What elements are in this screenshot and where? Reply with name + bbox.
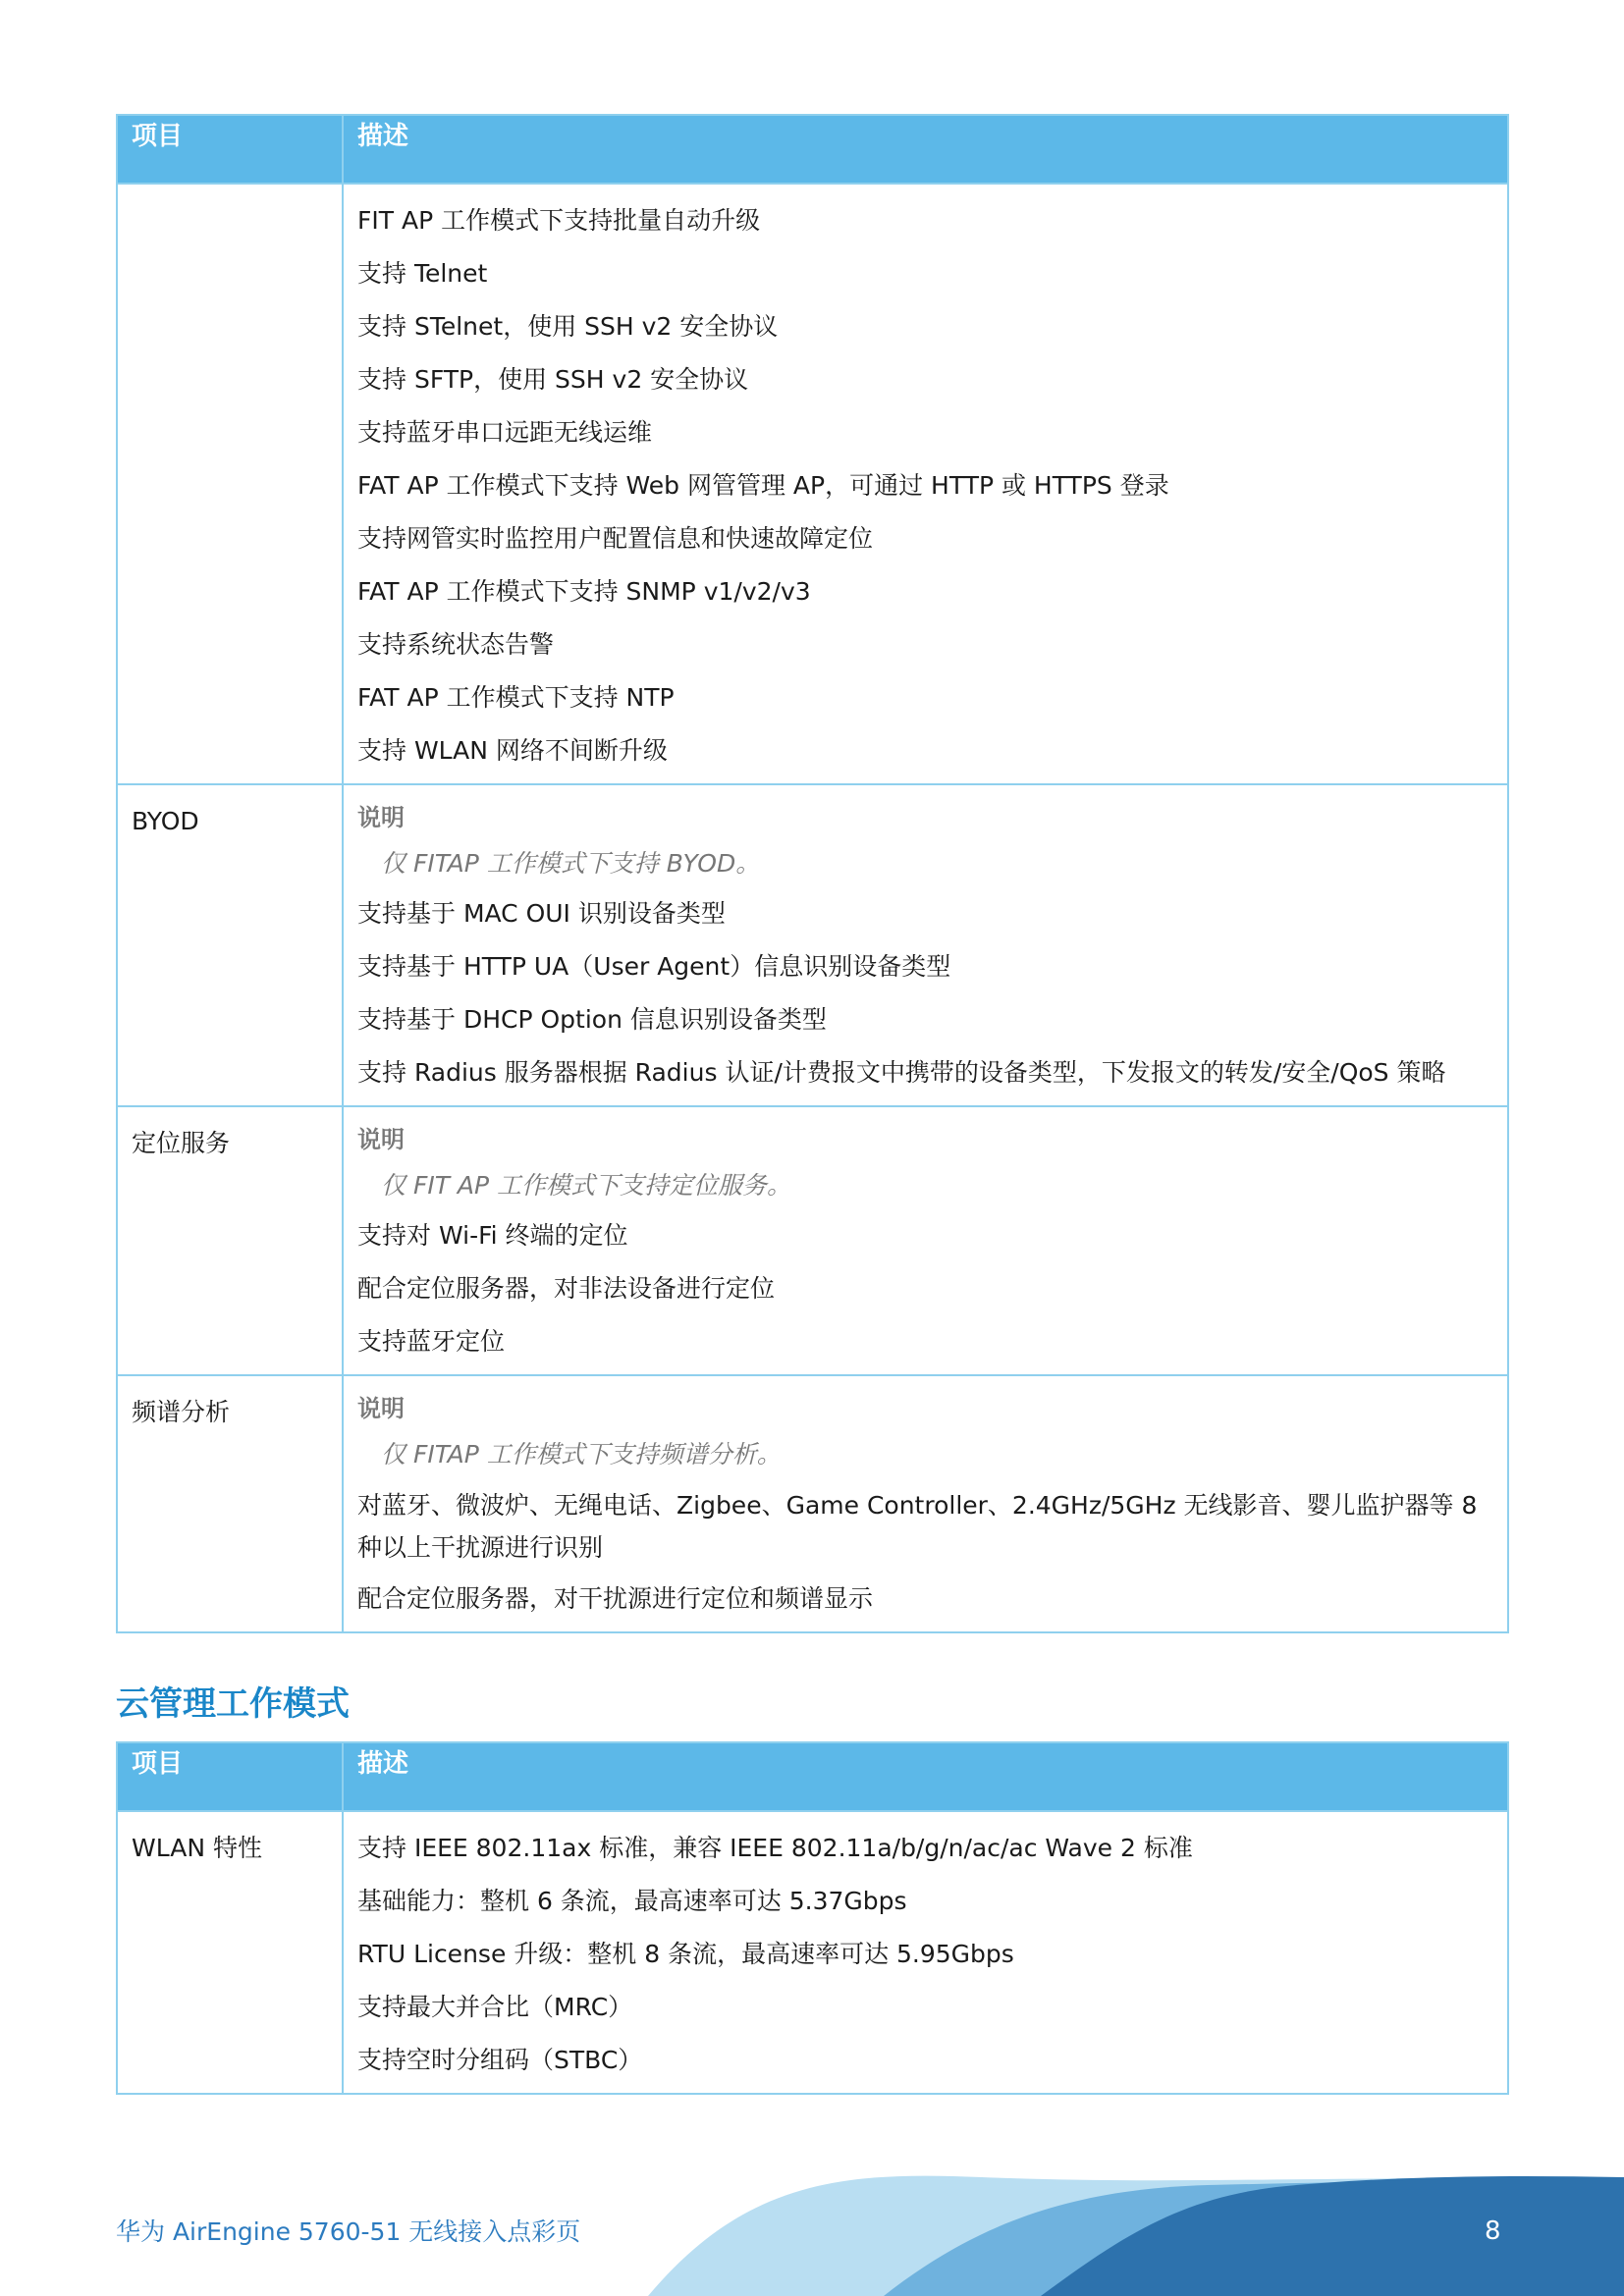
note-text: 仅 FIT AP 工作模式下支持定位服务。 (381, 1171, 792, 1200)
description-line: 支持 Radius 服务器根据 Radius 认证/计费报文中携带的设备类型，下发报文的转发/安全/QoS 策略 (357, 1058, 1446, 1087)
page-number: 8 (1485, 2216, 1501, 2246)
item-cell: 频谱分析 (117, 1375, 343, 1632)
description-line: FAT AP 工作模式下支持 Web 网管管理 AP，可通过 HTTP 或 HTTPS 登录 (357, 471, 1169, 500)
description-line: 支持蓝牙串口远距无线运维 (357, 418, 653, 447)
description-line: 支持空时分组码（STBC） (357, 2046, 643, 2074)
note-label: 说明 (357, 1395, 405, 1422)
table-row (117, 184, 1508, 784)
description-line-wrapped: 对蓝牙、微波炉、无绳电话、Zigbee、Game Controller、2.4GHz/5GHz 无线影音、婴儿监护器等 8 种以上干扰源进行识别 (357, 1491, 1478, 1562)
description-line: 支持 IEEE 802.11ax 标准，兼容 IEEE 802.11a/b/g/n/ac/ac Wave 2 标准 (357, 1834, 1193, 1862)
description-cell (343, 1811, 1508, 2094)
table-row (117, 1375, 1508, 1632)
item-cell: 定位服务 (117, 1106, 343, 1375)
footer-title: 华为 AirEngine 5760-51 无线接入点彩页 (116, 2217, 581, 2246)
description-line: 支持基于 DHCP Option 信息识别设备类型 (357, 1005, 827, 1034)
description-line: 支持基于 MAC OUI 识别设备类型 (357, 899, 726, 928)
header-item: 项目 (117, 115, 343, 184)
description-line: 基础能力：整机 6 条流，最高速率可达 5.37Gbps (357, 1887, 907, 1915)
description-line: 配合定位服务器，对干扰源进行定位和频谱显示 (357, 1584, 874, 1613)
table-header-row (117, 1742, 1508, 1811)
description-cell (343, 1375, 1508, 1632)
description-line: 支持基于 HTTP UA（User Agent）信息识别设备类型 (357, 952, 951, 981)
description-cell (343, 184, 1508, 784)
note-label: 说明 (357, 804, 405, 831)
description-line: 配合定位服务器，对非法设备进行定位 (357, 1274, 776, 1303)
section-title: 云管理工作模式 (116, 1684, 350, 1724)
description-line: 支持对 Wi-Fi 终端的定位 (357, 1221, 628, 1250)
table-row (117, 784, 1508, 1106)
description-line: 支持 Telnet (357, 259, 488, 288)
header-description: 描述 (343, 115, 1508, 184)
description-line: FAT AP 工作模式下支持 SNMP v1/v2/v3 (357, 577, 811, 606)
description-cell (343, 784, 1508, 1106)
table-header-row (117, 115, 1508, 184)
feature-table-2 (116, 1741, 1509, 2095)
note-text: 仅 FITAP 工作模式下支持 BYOD。 (381, 849, 761, 878)
description-line: 支持最大并合比（MRC） (357, 1993, 633, 2021)
description-line: 支持 WLAN 网络不间断升级 (357, 736, 668, 765)
description-line: 支持蓝牙定位 (357, 1327, 506, 1356)
header-description: 描述 (343, 1742, 1508, 1811)
description-line: 支持 STelnet，使用 SSH v2 安全协议 (357, 312, 779, 341)
description-line: 支持系统状态告警 (357, 630, 555, 659)
description-cell (343, 1106, 1508, 1375)
header-item: 项目 (117, 1742, 343, 1811)
description-line: RTU License 升级：整机 8 条流，最高速率可达 5.95Gbps (357, 1940, 1014, 1968)
item-cell: WLAN 特性 (117, 1811, 343, 2094)
description-line: 支持网管实时监控用户配置信息和快速故障定位 (357, 524, 874, 553)
description-line: 支持 SFTP，使用 SSH v2 安全协议 (357, 365, 749, 394)
item-cell: BYOD (117, 784, 343, 1106)
description-line: FIT AP 工作模式下支持批量自动升级 (357, 206, 761, 235)
feature-table-1 (116, 114, 1509, 1633)
table-row (117, 1811, 1508, 2094)
note-text: 仅 FITAP 工作模式下支持频谱分析。 (381, 1440, 782, 1468)
table-row (117, 1106, 1508, 1375)
item-cell (117, 184, 343, 784)
note-label: 说明 (357, 1126, 405, 1153)
description-line: FAT AP 工作模式下支持 NTP (357, 683, 675, 712)
